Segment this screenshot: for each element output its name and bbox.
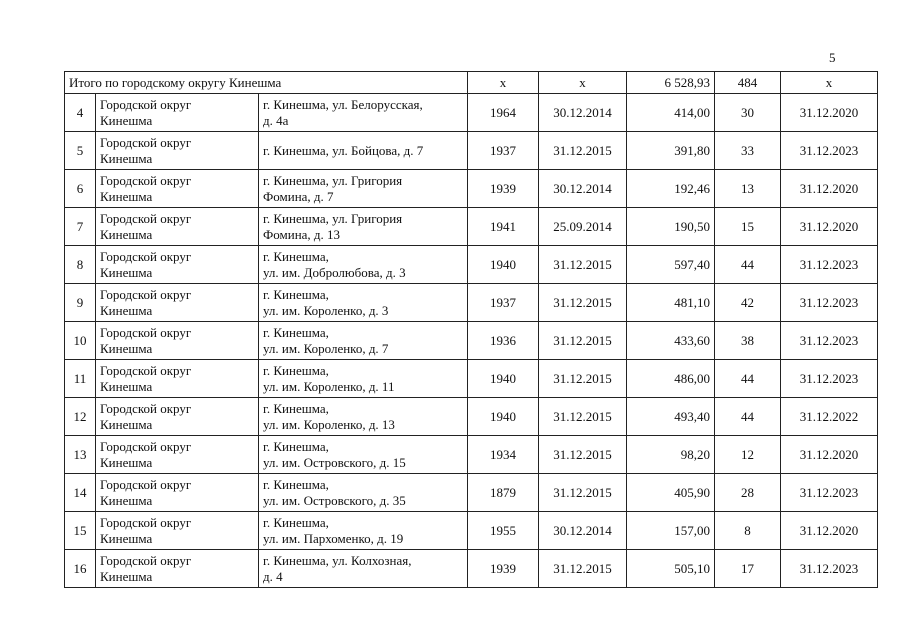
row-number bbox=[65, 398, 96, 436]
district-cell-line: Кинешма bbox=[100, 492, 153, 508]
table-row bbox=[65, 170, 878, 208]
deadline-cell bbox=[781, 322, 878, 360]
year-cell-line: 1940 bbox=[490, 256, 516, 272]
area-cell-line: 481,10 bbox=[674, 294, 710, 310]
table-row bbox=[65, 284, 878, 322]
address-cell-line: ул. им. Короленко, д. 7 bbox=[263, 340, 389, 356]
date-cell-line: 31.12.2015 bbox=[553, 484, 612, 500]
area-cell bbox=[627, 360, 715, 398]
residents-cell bbox=[715, 360, 781, 398]
row-number bbox=[65, 284, 96, 322]
year-cell-line: 1936 bbox=[490, 332, 516, 348]
deadline-cell-line: 31.12.2020 bbox=[799, 446, 859, 462]
district-cell bbox=[96, 208, 259, 246]
table-row bbox=[65, 132, 878, 170]
address-cell-line: г. Кинешма, bbox=[263, 362, 329, 378]
date-cell bbox=[539, 436, 627, 474]
row-number bbox=[65, 322, 96, 360]
district-cell-line: Городской округ bbox=[100, 210, 192, 226]
district-cell-line: Городской округ bbox=[100, 476, 192, 492]
address-cell bbox=[259, 170, 468, 208]
total-area: 6 528,93 bbox=[627, 72, 715, 94]
date-cell-line: 30.12.2014 bbox=[553, 104, 612, 120]
area-cell bbox=[627, 132, 715, 170]
year-cell-line: 1937 bbox=[490, 142, 516, 158]
year-cell bbox=[468, 94, 539, 132]
area-cell bbox=[627, 512, 715, 550]
address-cell bbox=[259, 550, 468, 588]
area-cell bbox=[627, 284, 715, 322]
area-cell-line: 405,90 bbox=[674, 484, 710, 500]
residents-cell-line: 38 bbox=[741, 332, 754, 348]
row-number-line: 12 bbox=[73, 408, 87, 424]
year-cell bbox=[468, 474, 539, 512]
residents-cell-line: 42 bbox=[741, 294, 754, 310]
address-cell-line: г. Кинешма, ул. Колхозная, bbox=[263, 552, 412, 568]
district-cell bbox=[96, 170, 259, 208]
date-cell-line: 31.12.2015 bbox=[553, 294, 612, 310]
district-cell-line: Кинешма bbox=[100, 264, 153, 280]
row-number bbox=[65, 246, 96, 284]
deadline-cell bbox=[781, 512, 878, 550]
area-cell bbox=[627, 436, 715, 474]
housing-registry-table bbox=[64, 71, 878, 588]
page-number: 5 bbox=[829, 50, 836, 65]
row-number bbox=[65, 170, 96, 208]
residents-cell-line: 33 bbox=[741, 142, 754, 158]
date-cell-line: 31.12.2015 bbox=[553, 408, 612, 424]
address-cell bbox=[259, 94, 468, 132]
deadline-cell bbox=[781, 132, 878, 170]
row-number bbox=[65, 550, 96, 588]
date-cell-line: 31.12.2015 bbox=[553, 332, 612, 348]
date-cell bbox=[539, 208, 627, 246]
district-cell bbox=[96, 398, 259, 436]
year-cell-line: 1941 bbox=[490, 218, 516, 234]
date-cell-line: 30.12.2014 bbox=[553, 522, 612, 538]
address-cell bbox=[259, 132, 468, 170]
table-row bbox=[65, 94, 878, 132]
district-cell-line: Городской округ bbox=[100, 552, 192, 568]
table-row bbox=[65, 512, 878, 550]
residents-cell-line: 8 bbox=[744, 522, 751, 538]
table-row bbox=[65, 474, 878, 512]
address-cell-line: г. Кинешма, bbox=[263, 438, 329, 454]
year-cell-line: 1955 bbox=[490, 522, 516, 538]
area-cell bbox=[627, 322, 715, 360]
address-cell-line: Фомина, д. 13 bbox=[263, 226, 341, 242]
district-cell-line: Городской округ bbox=[100, 96, 192, 112]
deadline-cell bbox=[781, 208, 878, 246]
table-row bbox=[65, 322, 878, 360]
row-number bbox=[65, 436, 96, 474]
address-cell bbox=[259, 398, 468, 436]
table-row bbox=[65, 398, 878, 436]
address-cell bbox=[259, 284, 468, 322]
area-cell bbox=[627, 474, 715, 512]
deadline-cell bbox=[781, 398, 878, 436]
row-number-line: 7 bbox=[76, 218, 84, 234]
row-number bbox=[65, 474, 96, 512]
deadline-cell-line: 31.12.2023 bbox=[799, 256, 859, 272]
year-cell bbox=[468, 170, 539, 208]
year-cell bbox=[468, 512, 539, 550]
address-cell bbox=[259, 512, 468, 550]
total-year: х bbox=[468, 72, 539, 94]
date-cell bbox=[539, 132, 627, 170]
district-cell bbox=[96, 550, 259, 588]
date-cell bbox=[539, 322, 627, 360]
district-cell bbox=[96, 322, 259, 360]
area-cell-line: 190,50 bbox=[674, 218, 710, 234]
district-cell-line: Кинешма bbox=[100, 378, 153, 394]
address-cell-line: г. Кинешма, bbox=[263, 400, 329, 416]
row-number-line: 8 bbox=[76, 256, 84, 272]
residents-cell bbox=[715, 170, 781, 208]
date-cell bbox=[539, 284, 627, 322]
address-cell-line: ул. им. Короленко, д. 3 bbox=[263, 302, 389, 318]
row-number bbox=[65, 132, 96, 170]
residents-cell-line: 28 bbox=[741, 484, 754, 500]
residents-cell bbox=[715, 246, 781, 284]
table-row bbox=[65, 436, 878, 474]
row-number bbox=[65, 94, 96, 132]
date-cell-line: 31.12.2015 bbox=[553, 256, 612, 272]
area-cell-line: 505,10 bbox=[674, 560, 710, 576]
area-cell-line: 391,80 bbox=[674, 142, 710, 158]
table-row bbox=[65, 550, 878, 588]
deadline-cell-line: 31.12.2023 bbox=[799, 332, 859, 348]
date-cell bbox=[539, 512, 627, 550]
total-residents: 484 bbox=[715, 72, 781, 94]
address-cell-line: г. Кинешма, bbox=[263, 286, 329, 302]
date-cell bbox=[539, 550, 627, 588]
area-cell-line: 597,40 bbox=[674, 256, 710, 272]
address-cell bbox=[259, 436, 468, 474]
residents-cell-line: 15 bbox=[741, 218, 754, 234]
district-cell bbox=[96, 360, 259, 398]
date-cell-line: 31.12.2015 bbox=[553, 142, 612, 158]
residents-cell bbox=[715, 512, 781, 550]
row-number bbox=[65, 208, 96, 246]
district-cell bbox=[96, 474, 259, 512]
deadline-cell bbox=[781, 94, 878, 132]
row-number-line: 15 bbox=[73, 522, 87, 538]
address-cell bbox=[259, 322, 468, 360]
date-cell-line: 25.09.2014 bbox=[553, 218, 612, 234]
deadline-cell-line: 31.12.2020 bbox=[799, 522, 859, 538]
area-cell-line: 157,00 bbox=[674, 522, 710, 538]
address-cell-line: г. Кинешма, ул. Белорусская, bbox=[263, 96, 423, 112]
deadline-cell bbox=[781, 360, 878, 398]
district-cell-line: Городской округ bbox=[100, 362, 192, 378]
address-cell-line: г. Кинешма, bbox=[263, 514, 329, 530]
district-cell-line: Городской округ bbox=[100, 286, 192, 302]
row-number-line: 13 bbox=[73, 446, 87, 462]
date-cell-line: 31.12.2015 bbox=[553, 560, 612, 576]
area-cell-line: 433,60 bbox=[674, 332, 710, 348]
deadline-cell bbox=[781, 436, 878, 474]
residents-cell-line: 44 bbox=[741, 370, 754, 386]
district-cell-line: Городской округ bbox=[100, 400, 192, 416]
district-cell bbox=[96, 132, 259, 170]
address-cell-line: д. 4а bbox=[263, 112, 289, 128]
residents-cell bbox=[715, 474, 781, 512]
year-cell-line: 1939 bbox=[490, 560, 516, 576]
year-cell bbox=[468, 246, 539, 284]
date-cell bbox=[539, 474, 627, 512]
district-cell-line: Кинешма bbox=[100, 150, 153, 166]
deadline-cell-line: 31.12.2023 bbox=[799, 484, 859, 500]
row-number-line: 10 bbox=[73, 332, 87, 348]
district-cell-line: Городской округ bbox=[100, 324, 192, 340]
area-cell bbox=[627, 94, 715, 132]
year-cell bbox=[468, 132, 539, 170]
year-cell-line: 1964 bbox=[490, 104, 516, 120]
address-cell-line: г. Кинешма, ул. Бойцова, д. 7 bbox=[263, 142, 424, 158]
area-cell bbox=[627, 208, 715, 246]
district-cell-line: Кинешма bbox=[100, 112, 153, 128]
area-cell-line: 493,40 bbox=[674, 408, 710, 424]
deadline-cell-line: 31.12.2023 bbox=[799, 560, 859, 576]
address-cell-line: ул. им. Добролюбова, д. 3 bbox=[263, 264, 406, 280]
date-cell bbox=[539, 170, 627, 208]
year-cell bbox=[468, 550, 539, 588]
address-cell-line: г. Кинешма, ул. Григория bbox=[263, 172, 403, 188]
residents-cell-line: 12 bbox=[741, 446, 754, 462]
deadline-cell bbox=[781, 246, 878, 284]
year-cell-line: 1879 bbox=[490, 484, 516, 500]
year-cell-line: 1937 bbox=[490, 294, 516, 310]
district-cell-line: Городской округ bbox=[100, 248, 192, 264]
total-date: х bbox=[539, 72, 627, 94]
year-cell bbox=[468, 360, 539, 398]
row-number-line: 14 bbox=[73, 484, 87, 500]
total-label: Итого по городскому округу Кинешма bbox=[65, 72, 468, 94]
table-row bbox=[65, 360, 878, 398]
district-cell bbox=[96, 436, 259, 474]
row-number-line: 9 bbox=[76, 294, 84, 310]
residents-cell-line: 17 bbox=[741, 560, 754, 576]
table-row bbox=[65, 246, 878, 284]
address-cell-line: г. Кинешма, bbox=[263, 476, 329, 492]
area-cell-line: 414,00 bbox=[674, 104, 710, 120]
area-cell bbox=[627, 246, 715, 284]
deadline-cell-line: 31.12.2020 bbox=[799, 180, 859, 196]
row-number bbox=[65, 360, 96, 398]
deadline-cell-line: 31.12.2020 bbox=[799, 218, 859, 234]
total-row bbox=[65, 72, 878, 94]
year-cell bbox=[468, 436, 539, 474]
deadline-cell bbox=[781, 284, 878, 322]
address-cell-line: г. Кинешма, bbox=[263, 324, 329, 340]
residents-cell bbox=[715, 550, 781, 588]
row-number-line: 6 bbox=[76, 180, 84, 196]
year-cell-line: 1939 bbox=[490, 180, 516, 196]
year-cell-line: 1934 bbox=[490, 446, 516, 462]
date-cell-line: 30.12.2014 bbox=[553, 180, 612, 196]
date-cell bbox=[539, 360, 627, 398]
year-cell bbox=[468, 284, 539, 322]
address-cell bbox=[259, 474, 468, 512]
district-cell-line: Кинешма bbox=[100, 530, 153, 546]
deadline-cell-line: 31.12.2022 bbox=[799, 408, 859, 424]
district-cell-line: Кинешма bbox=[100, 226, 153, 242]
date-cell bbox=[539, 94, 627, 132]
district-cell-line: Городской округ bbox=[100, 172, 192, 188]
row-number-line: 5 bbox=[76, 142, 84, 158]
address-cell bbox=[259, 208, 468, 246]
residents-cell bbox=[715, 398, 781, 436]
district-cell-line: Кинешма bbox=[100, 340, 153, 356]
district-cell-line: Кинешма bbox=[100, 454, 153, 470]
table-row bbox=[65, 208, 878, 246]
deadline-cell bbox=[781, 474, 878, 512]
area-cell bbox=[627, 550, 715, 588]
address-cell-line: г. Кинешма, bbox=[263, 248, 329, 264]
area-cell bbox=[627, 398, 715, 436]
area-cell-line: 192,46 bbox=[674, 180, 710, 196]
deadline-cell-line: 31.12.2023 bbox=[799, 370, 859, 386]
address-cell-line: д. 4 bbox=[263, 568, 283, 584]
district-cell bbox=[96, 246, 259, 284]
area-cell-line: 486,00 bbox=[674, 370, 710, 386]
residents-cell-line: 30 bbox=[741, 104, 754, 120]
deadline-cell-line: 31.12.2023 bbox=[799, 142, 859, 158]
total-deadline: х bbox=[781, 72, 878, 94]
date-cell-line: 31.12.2015 bbox=[553, 370, 612, 386]
district-cell bbox=[96, 284, 259, 322]
district-cell-line: Городской округ bbox=[100, 514, 192, 530]
residents-cell bbox=[715, 284, 781, 322]
district-cell bbox=[96, 94, 259, 132]
address-cell-line: Фомина, д. 7 bbox=[263, 188, 334, 204]
residents-cell bbox=[715, 436, 781, 474]
date-cell-line: 31.12.2015 bbox=[553, 446, 612, 462]
district-cell-line: Городской округ bbox=[100, 438, 192, 454]
row-number-line: 4 bbox=[76, 104, 84, 120]
address-cell-line: ул. им. Островского, д. 35 bbox=[263, 492, 406, 508]
deadline-cell bbox=[781, 170, 878, 208]
row-number-line: 16 bbox=[73, 560, 87, 576]
residents-cell-line: 44 bbox=[741, 408, 754, 424]
area-cell bbox=[627, 170, 715, 208]
deadline-cell bbox=[781, 550, 878, 588]
date-cell bbox=[539, 398, 627, 436]
row-number-line: 11 bbox=[73, 370, 87, 386]
district-cell-line: Кинешма bbox=[100, 568, 153, 584]
address-cell-line: г. Кинешма, ул. Григория bbox=[263, 210, 403, 226]
residents-cell-line: 13 bbox=[741, 180, 754, 196]
address-cell bbox=[259, 246, 468, 284]
residents-cell bbox=[715, 322, 781, 360]
district-cell-line: Кинешма bbox=[100, 188, 153, 204]
year-cell-line: 1940 bbox=[490, 370, 516, 386]
residents-cell bbox=[715, 132, 781, 170]
deadline-cell-line: 31.12.2023 bbox=[799, 294, 859, 310]
date-cell bbox=[539, 246, 627, 284]
year-cell bbox=[468, 208, 539, 246]
year-cell bbox=[468, 398, 539, 436]
address-cell-line: ул. им. Короленко, д. 13 bbox=[263, 416, 395, 432]
year-cell bbox=[468, 322, 539, 360]
address-cell-line: ул. им. Короленко, д. 11 bbox=[263, 378, 395, 394]
address-cell-line: ул. им. Пархоменко, д. 19 bbox=[263, 530, 404, 546]
year-cell-line: 1940 bbox=[490, 408, 516, 424]
district-cell bbox=[96, 512, 259, 550]
residents-cell-line: 44 bbox=[741, 256, 754, 272]
row-number bbox=[65, 512, 96, 550]
residents-cell bbox=[715, 94, 781, 132]
address-cell bbox=[259, 360, 468, 398]
area-cell-line: 98,20 bbox=[680, 446, 710, 462]
district-cell-line: Кинешма bbox=[100, 302, 153, 318]
district-cell-line: Кинешма bbox=[100, 416, 153, 432]
district-cell-line: Городской округ bbox=[100, 134, 192, 150]
residents-cell bbox=[715, 208, 781, 246]
deadline-cell-line: 31.12.2020 bbox=[799, 104, 859, 120]
address-cell-line: ул. им. Островского, д. 15 bbox=[263, 454, 406, 470]
